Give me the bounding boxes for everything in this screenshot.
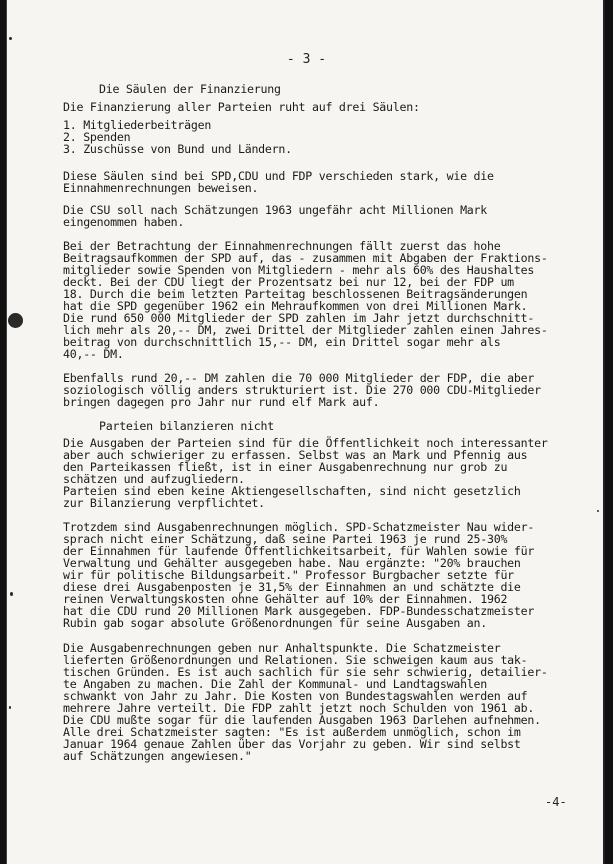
paragraph-line: Die Ausgabenrechnungen geben nur Anhaltspunkte. Die Schatzmeister (63, 641, 501, 655)
paragraph-line: Alle drei Schatzmeister sagten: "Es ist außerdem unmöglich, schon im (63, 725, 521, 739)
paragraph-line: Beitragsaufkommen der SPD auf, das - zusammen mit Abgaben der Fraktions- (63, 251, 548, 265)
paragraph-line: Die Ausgaben der Parteien sind für die Öffentlichkeit noch interessanter (63, 436, 548, 450)
next-page-marker: -4- (545, 795, 567, 809)
paragraph-line: 40,-- DM. (63, 347, 124, 361)
paragraph-line: Die CDU mußte sogar für die laufenden Ausgaben 1963 Darlehen aufnehmen. (63, 713, 541, 727)
intro-line: Die Finanzierung aller Parteien ruht auf drei Säulen: (63, 100, 420, 114)
paragraph-line: zur Bilanzierung verpflichtet. (63, 496, 265, 510)
paragraph-line: den Parteikassen fließt, ist in einer Ausgabenrechnung nur grob zu (63, 460, 508, 474)
paragraph-line: mehrere Jahre verteilt. Die FDP zahlt jetzt noch Schulden von 1961 ab. (63, 701, 535, 715)
paragraph-line: Trotzdem sind Ausgabenrechnungen möglich. SPD-Schatzmeister Nau wider- (63, 520, 535, 534)
punch-hole-mark (8, 313, 23, 328)
paragraph-line: eingenommen haben. (63, 215, 185, 229)
paragraph-line: bringen dagegen pro Jahr nur rund elf Mark auf. (63, 395, 380, 409)
paragraph-line: lich mehr als 20,-- DM, zwei Drittel der Mitglieder zahlen einen Jahres- (63, 323, 548, 337)
paragraph-line: schwankt von Jahr zu Jahr. Die Kosten von Bundestagswahlen werden auf (63, 689, 528, 703)
scan-speck (597, 510, 599, 512)
paragraph-line: mitglieder sowie Spenden von Mitgliedern - mehr als 60% des Haushaltes (63, 263, 535, 277)
document-page (6, 0, 605, 864)
paragraph-line: Parteien sind eben keine Aktiengesellschaften, sind nicht gesetzlich (63, 484, 521, 498)
paragraph-line: lieferten Größenordnungen und Relationen. Sie schweigen kaum aus tak- (63, 653, 528, 667)
paragraph-line: soziologisch völlig anders strukturiert ist. Die 270 000 CDU-Mitglieder (63, 383, 541, 397)
paragraph-line: Einnahmenrechnungen beweisen. (63, 181, 259, 195)
section-heading-financing: Die Säulen der Finanzierung (99, 82, 281, 96)
paragraph-line: Die CSU soll nach Schätzungen 1963 ungefähr acht Millionen Mark (63, 203, 487, 217)
paragraph-line: 18. Durch die beim letzten Parteitag beschlossenen Beitragsänderungen (63, 287, 528, 301)
paragraph-line: Ebenfalls rund 20,-- DM zahlen die 70 000 Mitglieder der FDP, die aber (63, 371, 535, 385)
paragraph-line: sprach nicht einer Schätzung, daß seine Partei 1963 je rund 25-30% (63, 532, 508, 546)
paragraph-line: aber auch schwieriger zu erfassen. Selbst was an Mark und Pfennig aus (63, 448, 528, 462)
page-number: - 3 - (286, 52, 327, 67)
scan-speck (9, 706, 11, 709)
paragraph-line: hat die SPD gegenüber 1962 ein Mehraufkommen von drei Millionen Mark. (63, 299, 528, 313)
paragraph-line: Die rund 650 000 Mitglieder der SPD zahlen im Jahr jetzt durchschnitt- (63, 311, 535, 325)
list-item: 3. Zuschüsse von Bund und Ländern. (63, 142, 292, 156)
scan-speck (10, 592, 13, 596)
list-item: 1. Mitgliederbeiträgen (63, 118, 212, 132)
paragraph-line: Rubin gab sogar absolute Größenordnungen für seine Ausgaben an. (63, 616, 487, 630)
paragraph-line: beitrag von durchschnittlich 15,-- DM, ein Drittel sogar mehr als (63, 335, 501, 349)
scan-speck (9, 37, 12, 40)
paragraph-line: tischen Gründen. Es ist auch sachlich für sie sehr schwierig, detailier- (63, 665, 548, 679)
paragraph-line: diese drei Ausgabenposten je 31,5% der Einnahmen an und schätzte die (63, 580, 521, 594)
paragraph-line: wir für politische Bildungsarbeit." Professor Burgbacher setzte für (63, 568, 514, 582)
paragraph-line: te Angaben zu machen. Die Zahl der Kommunal- und Landtagswahlen (63, 677, 487, 691)
section-heading-balance: Parteien bilanzieren nicht (99, 419, 274, 433)
paragraph-line: der Einnahmen für laufende Öffentlichkeitsarbeit, für Wahlen sowie für (63, 544, 535, 558)
paragraph-line: Bei der Betrachtung der Einnahmenrechnungen fällt zuerst das hohe (63, 239, 501, 253)
paragraph-line: deckt. Bei der CDU liegt der Prozentsatz bei nur 12, bei der FDP um (63, 275, 514, 289)
paragraph-line: Diese Säulen sind bei SPD,CDU und FDP verschieden stark, wie die (63, 169, 494, 183)
paragraph-line: Verwaltung und Gehälter ausgegeben habe. Nau ergänzte: "20% brauchen (63, 556, 521, 570)
paragraph-line: Januar 1964 genaue Zahlen über das Vorjahr zu geben. Wir sind selbst (63, 737, 521, 751)
paragraph-line: hat die CDU rund 20 Millionen Mark ausgegeben. FDP-Bundesschatzmeister (63, 604, 535, 618)
paragraph-line: schätzen und aufzugliedern. (63, 472, 245, 486)
paragraph-line: reinen Verwaltungskosten ohne Gehälter auf 10% der Einnahmen. 1962 (63, 592, 508, 606)
list-item: 2. Spenden (63, 130, 131, 144)
paragraph-line: auf Schätzungen angewiesen." (63, 749, 252, 763)
